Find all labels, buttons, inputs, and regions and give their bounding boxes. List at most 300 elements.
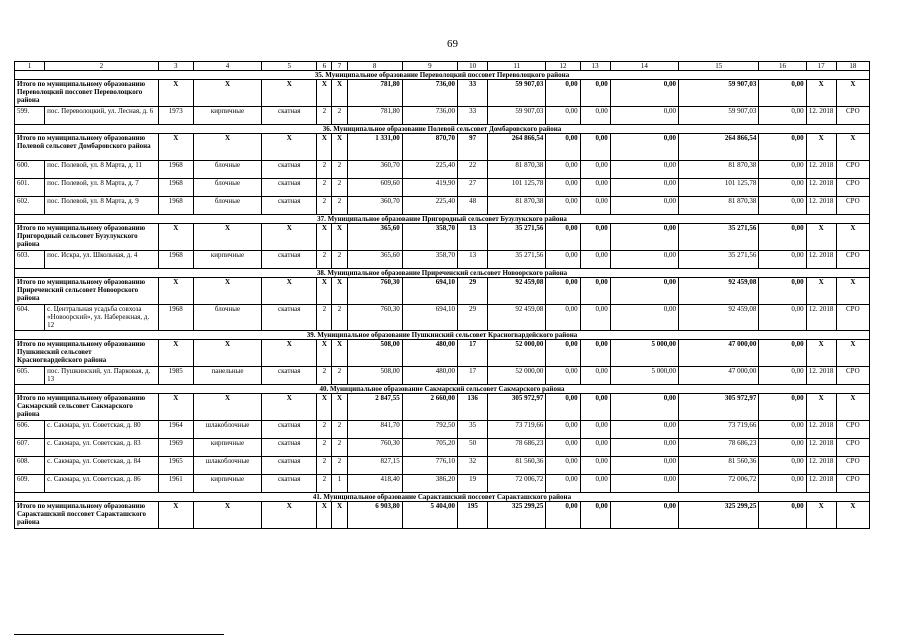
total-cell-c12: 0,00: [546, 224, 580, 251]
table-row: [15, 197, 870, 215]
footnote-divider: [14, 634, 224, 635]
total-cell-c3: X: [158, 134, 193, 161]
column-number-3: 3: [158, 62, 193, 71]
row-number: 608.: [15, 456, 45, 474]
column-number-6: 6: [317, 62, 332, 71]
section-title: 37. Муниципальное образование Пригородный сельсовет Бузулукского района: [15, 215, 870, 224]
row-cell-c15: 73 719,66: [679, 420, 759, 438]
row-cell-c15: 81 560,36: [679, 456, 759, 474]
row-cell-c11: 78 686,23: [488, 438, 546, 456]
total-cell-c16: 0,00: [759, 339, 806, 366]
row-cell-c8: 609,60: [347, 179, 402, 197]
row-cell-c11: 81 560,36: [488, 456, 546, 474]
total-cell-c7: X: [332, 278, 347, 305]
total-cell-c16: 0,00: [759, 80, 806, 107]
row-cell-c14: 0,00: [610, 251, 678, 269]
total-cell-c7: X: [332, 501, 347, 528]
total-cell-c12: 0,00: [546, 80, 580, 107]
total-cell-c18: X: [836, 393, 869, 420]
row-cell-c17: 12. 2018: [806, 474, 836, 492]
row-cell-c12: 0,00: [546, 456, 580, 474]
row-cell-c10: 29: [458, 305, 488, 331]
total-cell-c14: 0,00: [610, 501, 678, 528]
row-cell-c18: СРО: [836, 179, 869, 197]
total-cell-c11: 264 866,54: [488, 134, 546, 161]
row-cell-c9: 792,50: [402, 420, 457, 438]
row-address: с. Центральная усадьба совхоза «Новоорский», ул. Набережная, д. 12: [45, 305, 159, 331]
row-cell-c8: 827,15: [347, 456, 402, 474]
row-cell-c14: 0,00: [610, 107, 678, 125]
column-number-2: 2: [45, 62, 159, 71]
column-number-row: [15, 62, 870, 71]
total-cell-c11: 59 907,03: [488, 80, 546, 107]
total-cell-c17: X: [806, 80, 836, 107]
row-cell-c3: 1961: [158, 474, 193, 492]
total-cell-c8: 508,00: [347, 339, 402, 366]
column-number-8: 8: [347, 62, 402, 71]
total-cell-c4: X: [193, 278, 261, 305]
total-cell-c6: X: [317, 393, 332, 420]
row-cell-c13: 0,00: [580, 161, 610, 179]
total-cell-c16: 0,00: [759, 224, 806, 251]
row-cell-c4: кирпичные: [193, 107, 261, 125]
row-number: 609.: [15, 474, 45, 492]
total-cell-c13: 0,00: [580, 80, 610, 107]
column-number-12: 12: [546, 62, 580, 71]
total-cell-c15: 305 972,97: [679, 393, 759, 420]
row-cell-c5: скатная: [262, 107, 317, 125]
total-cell-c12: 0,00: [546, 501, 580, 528]
row-cell-c5: скатная: [262, 197, 317, 215]
total-cell-c10: 17: [458, 339, 488, 366]
row-cell-c6: 2: [317, 420, 332, 438]
row-cell-c17: 12. 2018: [806, 251, 836, 269]
row-cell-c10: 17: [458, 366, 488, 384]
row-cell-c12: 0,00: [546, 366, 580, 384]
row-cell-c4: блочные: [193, 179, 261, 197]
row-cell-c13: 0,00: [580, 456, 610, 474]
row-cell-c14: 0,00: [610, 420, 678, 438]
row-address: с. Сакмара, ул. Советская, д. 80: [45, 420, 159, 438]
total-cell-c6: X: [317, 80, 332, 107]
total-cell-c7: X: [332, 80, 347, 107]
section-title: 35. Муниципальное образование Переволоцкий поссовет Переволоцкого района: [15, 71, 870, 80]
row-cell-c15: 72 006,72: [679, 474, 759, 492]
total-cell-c14: 0,00: [610, 134, 678, 161]
total-cell-c7: X: [332, 224, 347, 251]
total-label: Итого по муниципальному образованию Переволоцкий поссовет Переволоцкого района: [15, 80, 159, 107]
row-cell-c7: 2: [332, 107, 347, 125]
total-cell-c18: X: [836, 134, 869, 161]
row-cell-c12: 0,00: [546, 438, 580, 456]
table-row: [15, 438, 870, 456]
row-cell-c11: 81 870,38: [488, 161, 546, 179]
total-cell-c14: 0,00: [610, 224, 678, 251]
row-cell-c5: скатная: [262, 366, 317, 384]
row-cell-c7: 2: [332, 420, 347, 438]
total-cell-c17: X: [806, 278, 836, 305]
total-cell-c10: 29: [458, 278, 488, 305]
row-address: с. Сакмара, ул. Советская, д. 86: [45, 474, 159, 492]
row-cell-c6: 2: [317, 366, 332, 384]
row-cell-c6: 2: [317, 456, 332, 474]
total-cell-c4: X: [193, 134, 261, 161]
total-cell-c12: 0,00: [546, 339, 580, 366]
total-cell-c14: 0,00: [610, 278, 678, 305]
total-cell-c9: 480,00: [402, 339, 457, 366]
row-cell-c13: 0,00: [580, 420, 610, 438]
row-cell-c6: 2: [317, 305, 332, 331]
total-cell-c5: X: [262, 224, 317, 251]
row-number: 605.: [15, 366, 45, 384]
row-cell-c11: 92 459,08: [488, 305, 546, 331]
table-row: [15, 161, 870, 179]
total-cell-c17: X: [806, 134, 836, 161]
row-cell-c6: 2: [317, 251, 332, 269]
total-cell-c4: X: [193, 393, 261, 420]
table-row: [15, 474, 870, 492]
row-cell-c8: 360,70: [347, 197, 402, 215]
total-label: Итого по муниципальному образованию Пушкинский сельсовет Красногвардейского района: [15, 339, 159, 366]
row-cell-c5: скатная: [262, 305, 317, 331]
row-cell-c10: 35: [458, 420, 488, 438]
row-cell-c17: 12. 2018: [806, 305, 836, 331]
row-cell-c9: 225,40: [402, 161, 457, 179]
row-cell-c8: 365,60: [347, 251, 402, 269]
row-cell-c14: 0,00: [610, 305, 678, 331]
row-cell-c18: СРО: [836, 161, 869, 179]
row-cell-c7: 2: [332, 456, 347, 474]
row-cell-c7: 2: [332, 251, 347, 269]
total-cell-c3: X: [158, 501, 193, 528]
row-cell-c16: 0,00: [759, 197, 806, 215]
row-cell-c16: 0,00: [759, 107, 806, 125]
row-cell-c17: 12. 2018: [806, 107, 836, 125]
row-cell-c4: блочные: [193, 161, 261, 179]
row-cell-c9: 705,20: [402, 438, 457, 456]
page-number: 69: [447, 38, 458, 50]
total-cell-c15: 264 866,54: [679, 134, 759, 161]
row-cell-c16: 0,00: [759, 366, 806, 384]
section-total-row: [15, 393, 870, 420]
row-cell-c17: 12. 2018: [806, 456, 836, 474]
row-cell-c7: 2: [332, 438, 347, 456]
total-cell-c15: 47 000,00: [679, 339, 759, 366]
total-cell-c9: 694,10: [402, 278, 457, 305]
row-cell-c18: СРО: [836, 456, 869, 474]
total-cell-c11: 325 299,25: [488, 501, 546, 528]
total-cell-c8: 365,60: [347, 224, 402, 251]
row-cell-c12: 0,00: [546, 420, 580, 438]
section-total-row: [15, 80, 870, 107]
table-row: [15, 420, 870, 438]
row-cell-c16: 0,00: [759, 474, 806, 492]
total-cell-c6: X: [317, 278, 332, 305]
total-cell-c10: 33: [458, 80, 488, 107]
row-cell-c10: 19: [458, 474, 488, 492]
row-cell-c9: 694,10: [402, 305, 457, 331]
total-cell-c15: 35 271,56: [679, 224, 759, 251]
column-number-11: 11: [488, 62, 546, 71]
row-cell-c13: 0,00: [580, 197, 610, 215]
row-cell-c7: 1: [332, 474, 347, 492]
row-cell-c18: СРО: [836, 197, 869, 215]
row-cell-c4: панельные: [193, 366, 261, 384]
section-header-row: [15, 215, 870, 224]
total-label: Итого по муниципальному образованию Полевой сельсовет Домбаровского района: [15, 134, 159, 161]
total-cell-c13: 0,00: [580, 393, 610, 420]
row-cell-c4: шлакоблочные: [193, 420, 261, 438]
total-cell-c9: 358,70: [402, 224, 457, 251]
row-cell-c11: 101 125,78: [488, 179, 546, 197]
row-cell-c15: 78 686,23: [679, 438, 759, 456]
row-cell-c15: 81 870,38: [679, 161, 759, 179]
total-cell-c17: X: [806, 501, 836, 528]
row-cell-c18: СРО: [836, 251, 869, 269]
total-cell-c4: X: [193, 339, 261, 366]
total-cell-c8: 1 331,00: [347, 134, 402, 161]
row-cell-c4: кирпичные: [193, 251, 261, 269]
total-cell-c8: 760,30: [347, 278, 402, 305]
row-cell-c4: шлакоблочные: [193, 456, 261, 474]
total-cell-c5: X: [262, 134, 317, 161]
row-cell-c5: скатная: [262, 474, 317, 492]
row-cell-c6: 2: [317, 438, 332, 456]
row-cell-c18: СРО: [836, 366, 869, 384]
section-title: 40. Муниципальное образование Сакмарский сельсовет Сакмарского района: [15, 384, 870, 393]
section-total-row: [15, 278, 870, 305]
total-cell-c14: 5 000,00: [610, 339, 678, 366]
row-cell-c14: 0,00: [610, 456, 678, 474]
row-cell-c3: 1968: [158, 161, 193, 179]
row-cell-c3: 1973: [158, 107, 193, 125]
row-cell-c3: 1968: [158, 179, 193, 197]
row-cell-c12: 0,00: [546, 197, 580, 215]
row-cell-c8: 781,80: [347, 107, 402, 125]
total-cell-c17: X: [806, 339, 836, 366]
section-title: 41. Муниципальное образование Саракташский поссовет Саракташского района: [15, 492, 870, 501]
row-cell-c11: 59 907,03: [488, 107, 546, 125]
total-cell-c5: X: [262, 278, 317, 305]
section-header-row: [15, 125, 870, 134]
row-cell-c13: 0,00: [580, 305, 610, 331]
row-cell-c10: 22: [458, 161, 488, 179]
section-header-row: [15, 384, 870, 393]
row-cell-c15: 35 271,56: [679, 251, 759, 269]
row-cell-c11: 73 719,66: [488, 420, 546, 438]
row-cell-c5: скатная: [262, 420, 317, 438]
row-cell-c10: 50: [458, 438, 488, 456]
total-cell-c15: 92 459,08: [679, 278, 759, 305]
column-number-13: 13: [580, 62, 610, 71]
table-row: [15, 456, 870, 474]
total-cell-c5: X: [262, 80, 317, 107]
row-address: с. Сакмара, ул. Советская, д. 84: [45, 456, 159, 474]
row-cell-c3: 1964: [158, 420, 193, 438]
row-cell-c8: 841,70: [347, 420, 402, 438]
section-header-row: [15, 269, 870, 278]
section-total-row: [15, 339, 870, 366]
row-cell-c14: 0,00: [610, 197, 678, 215]
row-cell-c18: СРО: [836, 305, 869, 331]
total-cell-c12: 0,00: [546, 134, 580, 161]
table-row: [15, 305, 870, 331]
row-number: 606.: [15, 420, 45, 438]
row-number: 607.: [15, 438, 45, 456]
row-cell-c3: 1968: [158, 197, 193, 215]
row-cell-c7: 2: [332, 179, 347, 197]
total-cell-c12: 0,00: [546, 393, 580, 420]
row-cell-c12: 0,00: [546, 305, 580, 331]
row-cell-c6: 2: [317, 197, 332, 215]
register-table: [14, 61, 870, 529]
total-cell-c7: X: [332, 393, 347, 420]
total-cell-c5: X: [262, 339, 317, 366]
row-cell-c15: 81 870,38: [679, 197, 759, 215]
total-cell-c15: 59 907,03: [679, 80, 759, 107]
row-address: пос. Полевой, ул. 8 Марта, д. 9: [45, 197, 159, 215]
section-title: 39. Муниципальное образование Пушкинский сельсовет Красногвардейского района: [15, 330, 870, 339]
row-cell-c17: 12. 2018: [806, 438, 836, 456]
total-cell-c18: X: [836, 339, 869, 366]
row-cell-c13: 0,00: [580, 107, 610, 125]
row-number: 599.: [15, 107, 45, 125]
row-cell-c18: СРО: [836, 107, 869, 125]
total-cell-c4: X: [193, 224, 261, 251]
row-cell-c4: кирпичные: [193, 438, 261, 456]
column-number-18: 18: [836, 62, 869, 71]
row-address: пос. Искра, ул. Школьная, д. 4: [45, 251, 159, 269]
row-cell-c12: 0,00: [546, 161, 580, 179]
section-title: 38. Муниципальное образование Приреченский сельсовет Новоорского района: [15, 269, 870, 278]
row-cell-c11: 52 000,00: [488, 366, 546, 384]
table-row: [15, 179, 870, 197]
row-cell-c8: 360,70: [347, 161, 402, 179]
section-total-row: [15, 134, 870, 161]
total-label: Итого по муниципальному образованию Саракташский поссовет Саракташского района: [15, 501, 159, 528]
total-cell-c13: 0,00: [580, 224, 610, 251]
total-cell-c8: 781,80: [347, 80, 402, 107]
total-cell-c3: X: [158, 278, 193, 305]
total-cell-c4: X: [193, 501, 261, 528]
row-cell-c12: 0,00: [546, 107, 580, 125]
row-cell-c14: 5 000,00: [610, 366, 678, 384]
row-cell-c7: 2: [332, 197, 347, 215]
section-header-row: [15, 330, 870, 339]
row-number: 600.: [15, 161, 45, 179]
row-cell-c8: 418,40: [347, 474, 402, 492]
row-cell-c9: 358,70: [402, 251, 457, 269]
total-label: Итого по муниципальному образованию Пригородный сельсовет Бузулукского района: [15, 224, 159, 251]
total-cell-c11: 305 972,97: [488, 393, 546, 420]
total-cell-c13: 0,00: [580, 501, 610, 528]
row-cell-c7: 2: [332, 161, 347, 179]
row-cell-c16: 0,00: [759, 161, 806, 179]
row-cell-c18: СРО: [836, 438, 869, 456]
total-cell-c3: X: [158, 393, 193, 420]
total-cell-c7: X: [332, 134, 347, 161]
total-cell-c16: 0,00: [759, 278, 806, 305]
total-cell-c11: 52 000,00: [488, 339, 546, 366]
total-cell-c6: X: [317, 224, 332, 251]
row-cell-c5: скатная: [262, 179, 317, 197]
total-cell-c13: 0,00: [580, 278, 610, 305]
row-number: 602.: [15, 197, 45, 215]
total-cell-c16: 0,00: [759, 393, 806, 420]
total-cell-c14: 0,00: [610, 393, 678, 420]
row-cell-c14: 0,00: [610, 161, 678, 179]
row-cell-c5: скатная: [262, 438, 317, 456]
row-cell-c6: 2: [317, 179, 332, 197]
row-address: с. Сакмара, ул. Советская, д. 83: [45, 438, 159, 456]
row-number: 601.: [15, 179, 45, 197]
column-number-14: 14: [610, 62, 678, 71]
row-cell-c5: скатная: [262, 456, 317, 474]
row-address: пос. Полевой, ул. 8 Марта, д. 7: [45, 179, 159, 197]
row-cell-c11: 35 271,56: [488, 251, 546, 269]
total-cell-c17: X: [806, 393, 836, 420]
row-cell-c7: 2: [332, 305, 347, 331]
row-number: 604.: [15, 305, 45, 331]
column-number-1: 1: [15, 62, 45, 71]
row-cell-c9: 480,00: [402, 366, 457, 384]
column-number-10: 10: [458, 62, 488, 71]
total-cell-c5: X: [262, 393, 317, 420]
row-cell-c9: 225,40: [402, 197, 457, 215]
total-cell-c10: 195: [458, 501, 488, 528]
row-cell-c17: 12. 2018: [806, 420, 836, 438]
row-cell-c3: 1965: [158, 456, 193, 474]
row-cell-c13: 0,00: [580, 438, 610, 456]
total-cell-c9: 2 660,00: [402, 393, 457, 420]
row-cell-c5: скатная: [262, 161, 317, 179]
row-cell-c15: 47 000,00: [679, 366, 759, 384]
column-number-7: 7: [332, 62, 347, 71]
row-cell-c15: 101 125,78: [679, 179, 759, 197]
row-cell-c16: 0,00: [759, 420, 806, 438]
row-cell-c13: 0,00: [580, 474, 610, 492]
total-cell-c3: X: [158, 80, 193, 107]
row-cell-c15: 59 907,03: [679, 107, 759, 125]
row-cell-c14: 0,00: [610, 179, 678, 197]
row-cell-c12: 0,00: [546, 474, 580, 492]
row-cell-c5: скатная: [262, 251, 317, 269]
total-cell-c7: X: [332, 339, 347, 366]
column-number-15: 15: [679, 62, 759, 71]
row-cell-c3: 1968: [158, 251, 193, 269]
row-cell-c9: 419,90: [402, 179, 457, 197]
total-cell-c18: X: [836, 501, 869, 528]
total-cell-c15: 325 299,25: [679, 501, 759, 528]
total-cell-c11: 35 271,56: [488, 224, 546, 251]
row-cell-c10: 32: [458, 456, 488, 474]
row-cell-c6: 2: [317, 107, 332, 125]
total-cell-c9: 870,70: [402, 134, 457, 161]
row-address: пос. Переволоцкий, ул. Лесная, д. 6: [45, 107, 159, 125]
row-cell-c13: 0,00: [580, 251, 610, 269]
column-number-16: 16: [759, 62, 806, 71]
row-cell-c3: 1985: [158, 366, 193, 384]
row-cell-c17: 12. 2018: [806, 161, 836, 179]
table-row: [15, 366, 870, 384]
row-cell-c14: 0,00: [610, 474, 678, 492]
column-number-17: 17: [806, 62, 836, 71]
row-cell-c8: 760,30: [347, 438, 402, 456]
total-label: Итого по муниципальному образованию Сакмарский сельсовет Сакмарского района: [15, 393, 159, 420]
total-cell-c13: 0,00: [580, 134, 610, 161]
row-cell-c4: блочные: [193, 197, 261, 215]
row-cell-c11: 81 870,38: [488, 197, 546, 215]
